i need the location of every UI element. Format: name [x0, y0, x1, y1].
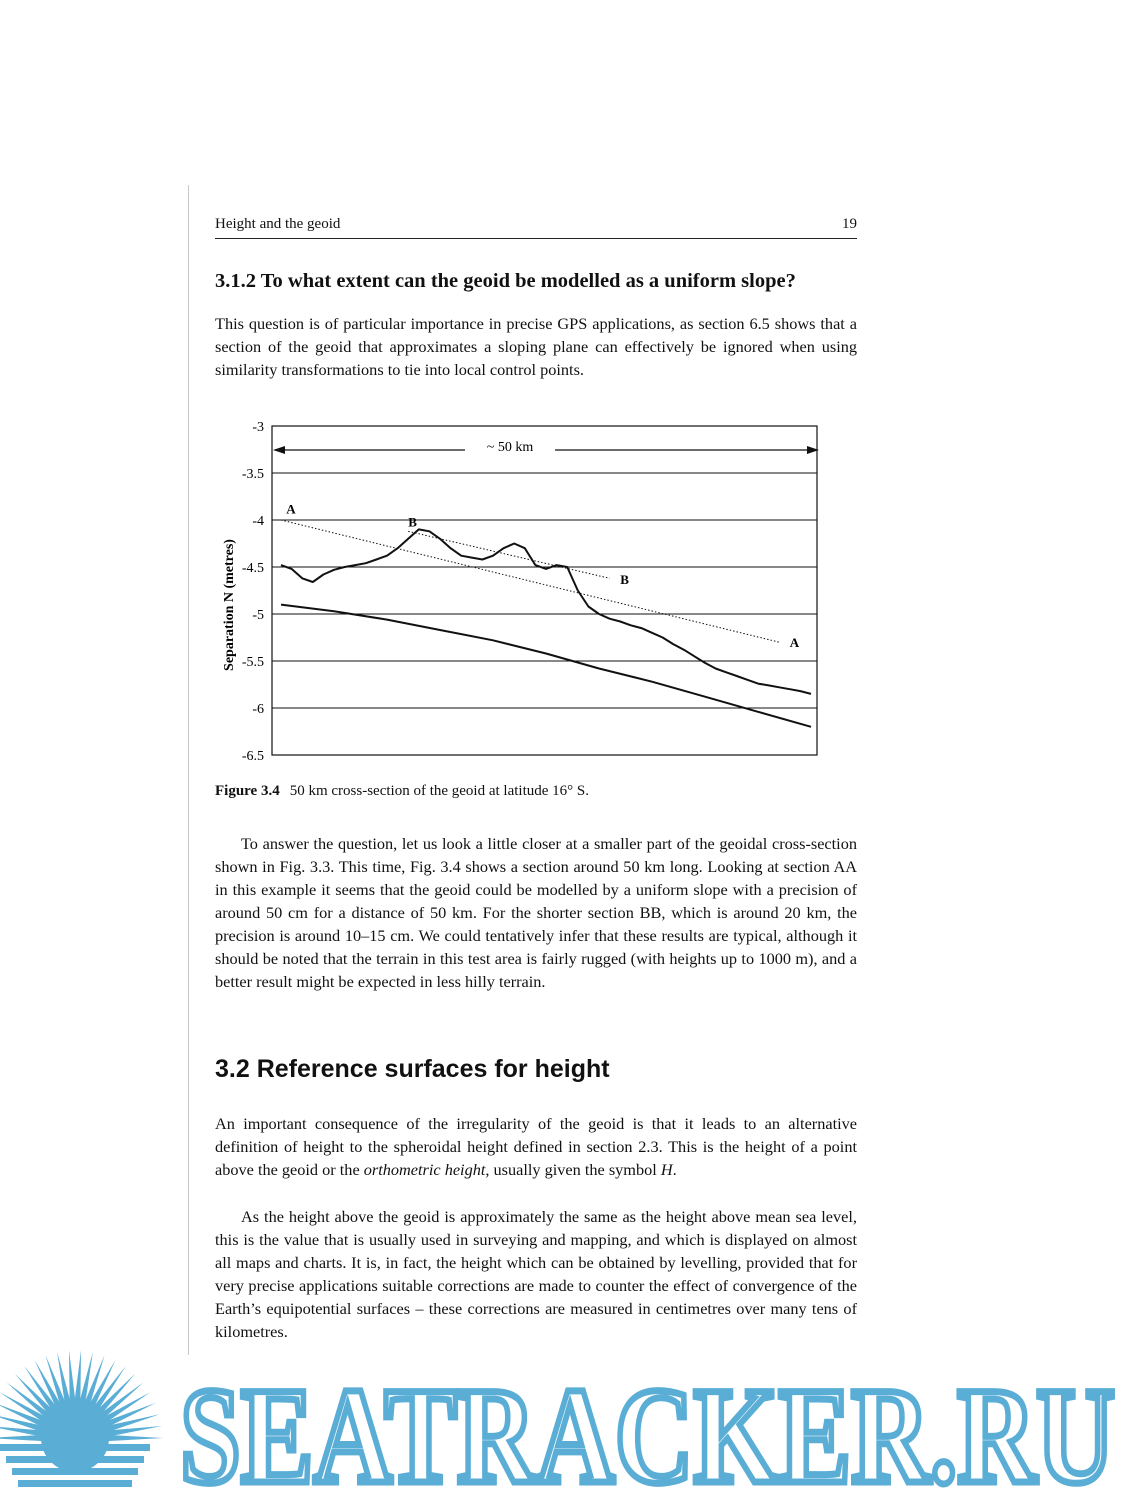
term-orthometric-height: orthometric height — [363, 1160, 486, 1179]
paragraph-discussion: To answer the question, let us look a little closer at a smaller part of the geoidal cross-section shown in Fig. 3.3. This time, Fig. 3.4 shows a section around 50 km long. Looking at section AA in this example it seems that the geoid could be modelled by a uniform slope with a precision of around 50 cm for a distance of 50 km. For the shorter section BB, which is around 20 km, the precision is around 10–15 cm. We could tentatively infer that these results are typical, although it should be noted that the terrain in this test area is fairly rugged (with heights up to 1000 m), and a better result might be expected in less hilly terrain. — [215, 834, 857, 991]
y-tick-label: -5 — [252, 608, 264, 623]
arrowhead-left — [273, 446, 285, 454]
sea-wave — [18, 1480, 132, 1487]
figure-chart — [205, 415, 835, 785]
y-tick-label: -3.5 — [241, 467, 264, 482]
series-line-section-aa — [281, 520, 779, 642]
sun-ray — [74, 1350, 81, 1408]
paragraph-intro: This question is of particular importance in precise GPS applications, as section 6.5 shows that a section of the geoid that approximates a sloping plane can effectively be ignored when using similarity transformations to tie into local control points. — [215, 314, 857, 379]
y-tick-label: -4 — [252, 514, 264, 529]
series-layer — [281, 520, 811, 727]
y-axis-label: Separation N (metres) — [222, 539, 237, 671]
sea-wave — [0, 1444, 150, 1451]
section-label: B — [620, 571, 629, 587]
watermark-svg — [0, 1330, 1131, 1498]
page-number: 19 — [842, 216, 857, 232]
chart-svg — [205, 415, 835, 785]
y-tick-label: -3 — [252, 420, 264, 435]
y-tick-label: -6.5 — [241, 749, 264, 764]
symbol-h: H — [660, 1160, 673, 1179]
running-head-title: Height and the geoid — [215, 216, 341, 232]
margin-rule — [188, 185, 189, 1355]
subsection-heading: 3.1.2 To what extent can the geoid be modelled as a uniform slope? — [215, 270, 796, 292]
section-label: A — [286, 501, 296, 517]
annotation-layer — [286, 501, 800, 649]
paragraph-orthometric-start: An important consequence of the irregularity of the geoid is that it leads to an alternative definition of height to the spheroidal height defined in section 2.3. This is the height of a point above the geoid or the — [215, 1114, 857, 1179]
y-tick-label: -6 — [252, 702, 264, 717]
paragraph-mean-sea-level: As the height above the geoid is approximately the same as the height above mean sea level, this is the value that is usually used in surveying and mapping, and which is displayed on almost all maps and charts. It is, in fact, the height which can be obtained by levelling, provided that for very precise applications suitable corrections are made to counter the effect of convergence of the Earth’s equipotential surfaces – these corrections are measured in centimetres over many tens of kilometres. — [215, 1207, 857, 1341]
distance-arrow — [273, 440, 819, 455]
section-heading: 3.2 Reference surfaces for height — [215, 1055, 610, 1083]
figure-caption — [215, 783, 855, 800]
distance-label: ~ 50 km — [486, 440, 534, 455]
figure-label: Figure 3.4 — [215, 783, 280, 799]
paragraph-orthometric — [215, 1112, 857, 1181]
figure-caption-text: 50 km cross-section of the geoid at latitude 16° S. — [289, 783, 589, 799]
section-label: B — [408, 514, 417, 530]
watermark — [0, 1330, 1131, 1498]
watermark-text: SEATRACKER.RU — [180, 1359, 1115, 1498]
y-tick-label: -4.5 — [241, 561, 264, 576]
paragraph-orthometric-middle: , usually given the symbol — [485, 1160, 661, 1179]
sea-wave — [12, 1468, 138, 1475]
sun-ray — [105, 1435, 163, 1442]
paragraph-orthometric-end: . — [672, 1160, 677, 1179]
y-tick-label: -5.5 — [241, 655, 264, 670]
running-head — [215, 214, 857, 239]
sun-logo-icon — [0, 1350, 163, 1487]
sea-wave — [6, 1456, 144, 1463]
tick-layer — [242, 420, 264, 764]
section-label: A — [789, 634, 800, 650]
series-line-upper — [281, 529, 811, 694]
